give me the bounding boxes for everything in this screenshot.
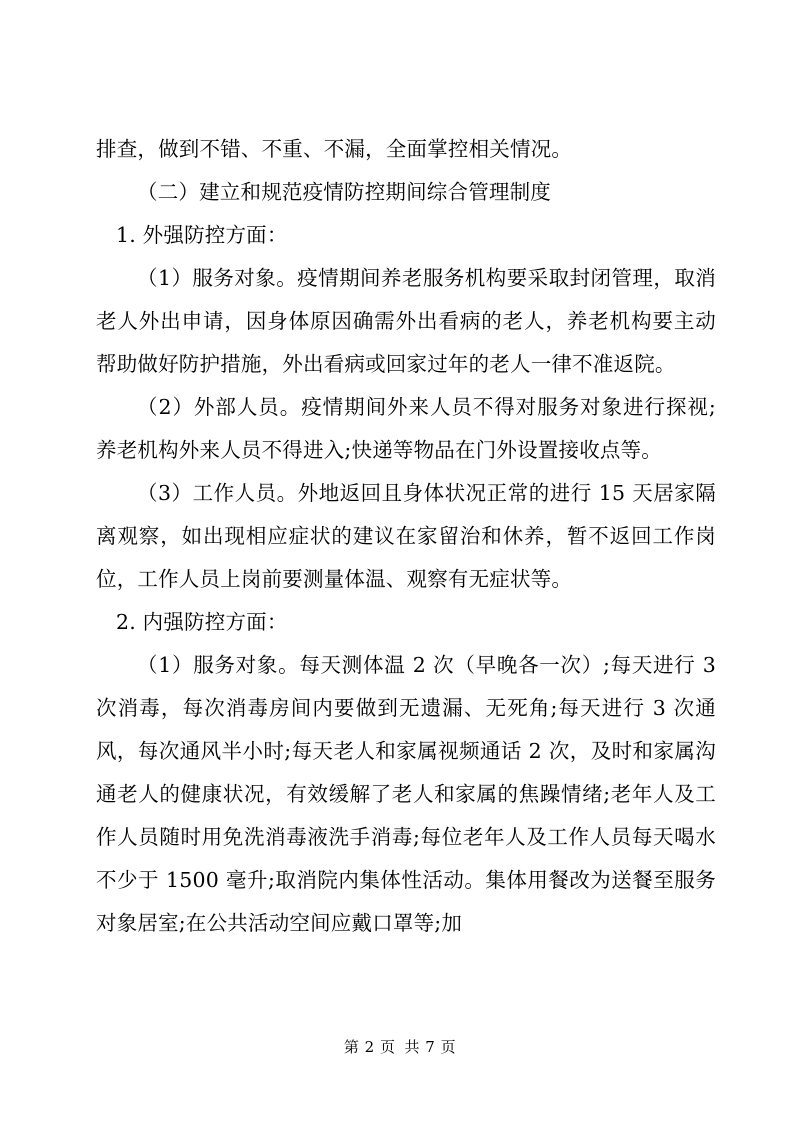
paragraph-item-1-1: （1）服务对象。疫情期间养老服务机构要采取封闭管理，取消老人外出申请，因身体原因确需外出看病的老人，养老机构要主动帮助做好防护措施，外出看病或回家过年的老人一律不准返院。 [96,266,716,376]
paragraph-list-2: 2. 内强防控方面： [116,610,288,634]
footer-current-page: 第 2 页 [343,1038,396,1056]
document-body [96,128,716,945]
paragraph-heading-2: （二）建立和规范疫情防控期间综合管理制度 [137,180,551,204]
paragraph-item-1-3: （3）工作人员。外地返回且身体状况正常的进行 15 天居家隔离观察，如出现相应症状的建议在家留治和休养，暂不返回工作岗位，工作人员上岗前要测量体温、观察有无症状等。 [96,481,716,591]
paragraph-list-1: 1. 外强防控方面： [116,223,288,247]
paragraph-item-1-2: （2）外部人员。疫情期间外来人员不得对服务对象进行探视;养老机构外来人员不得进入;快递等物品在门外设置接收点等。 [96,395,716,462]
paragraph: 排查，做到不错、不重、不漏，全面掌控相关情况。 [96,137,573,161]
paragraph-item-2-1: （1）服务对象。每天测体温 2 次（早晚各一次）;每天进行 3 次消毒，每次消毒房间内要做到无遗漏、无死角;每天进行 3 次通风，每次通风半小时;每天老人和家属视频通话 2 次，及时和家属沟通老人的健康状况，有效缓解了老人和家属的焦躁情绪;老年人及工作人员随时用免洗消毒液洗手消毒;每位老年人及工作人员每天喝水不少于 1500 毫升;取消院内集体性活动。集体用餐改为送餐至服务对象居室;在公共活动空间应戴口罩等;加 [96,653,716,935]
footer-total-pages: 共 7 页 [404,1038,457,1056]
page-footer [0,1036,800,1057]
